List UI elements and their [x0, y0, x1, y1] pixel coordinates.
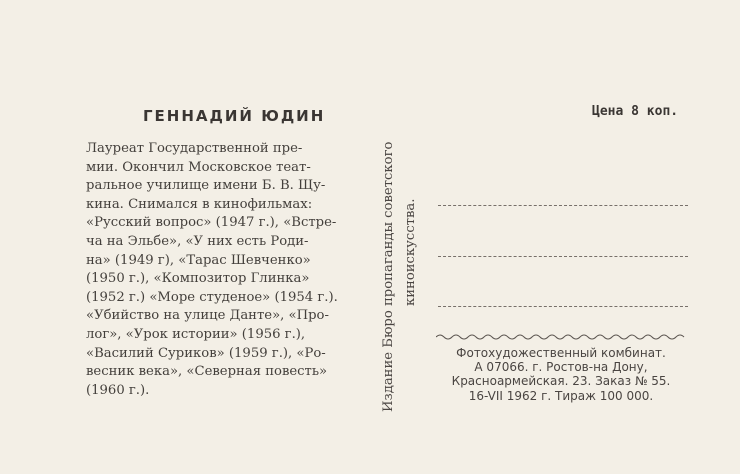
bio-line: весник века», «Северная повесть» [86, 364, 328, 380]
bio-line: «Русский вопрос» (1947 г.), «Встре- [86, 215, 337, 231]
bio-line: Лауреат Государственной пре- [86, 141, 303, 156]
bio-line: «Убийство на улице Данте», «Про- [86, 308, 329, 324]
biography-text [86, 140, 368, 400]
wavy-divider [436, 332, 688, 342]
bio-line: мии. Окончил Московское теат- [86, 159, 311, 175]
printer-imprint [430, 346, 692, 403]
publisher-vertical-text [381, 110, 418, 412]
bio-line: «Василий Суриков» (1959 г.), «Ро- [86, 345, 326, 361]
imprint-line: Красноармейская. 23. Заказ № 55. [451, 374, 671, 389]
address-line-2 [438, 256, 688, 257]
bio-line: (1960 г.). [86, 382, 150, 398]
publisher-line-2: киноискусства. [403, 198, 418, 306]
address-line-1 [438, 205, 688, 206]
bio-line: лог», «Урок истории» (1956 г.), [86, 326, 306, 342]
publisher-line-1: Издание Бюро пропаганды советского [381, 141, 396, 412]
imprint-line: Фотохудожественный комбинат. [456, 346, 666, 360]
bio-line: (1952 г.) «Море студеное» (1954 г.). [86, 289, 338, 305]
bio-line: (1950 г.), «Композитор Глинка» [86, 271, 310, 287]
bio-line: ча на Эльбе», «У них есть Роди- [86, 233, 309, 249]
imprint-line: А 07066. г. Ростов-на Дону, [474, 360, 648, 375]
address-line-3 [438, 306, 688, 307]
bio-line: на» (1949 г), «Тарас Шевченко» [86, 252, 311, 268]
bio-line: кина. Снимался в кинофильмах: [86, 196, 313, 212]
bio-line: ральное училище имени Б. В. Щу- [86, 178, 326, 194]
imprint-line: 16-VII 1962 г. Тираж 100 000. [468, 388, 654, 403]
actor-name-heading: ГЕННАДИЙ ЮДИН [143, 107, 326, 125]
price-label: Цена 8 коп. [592, 104, 679, 119]
